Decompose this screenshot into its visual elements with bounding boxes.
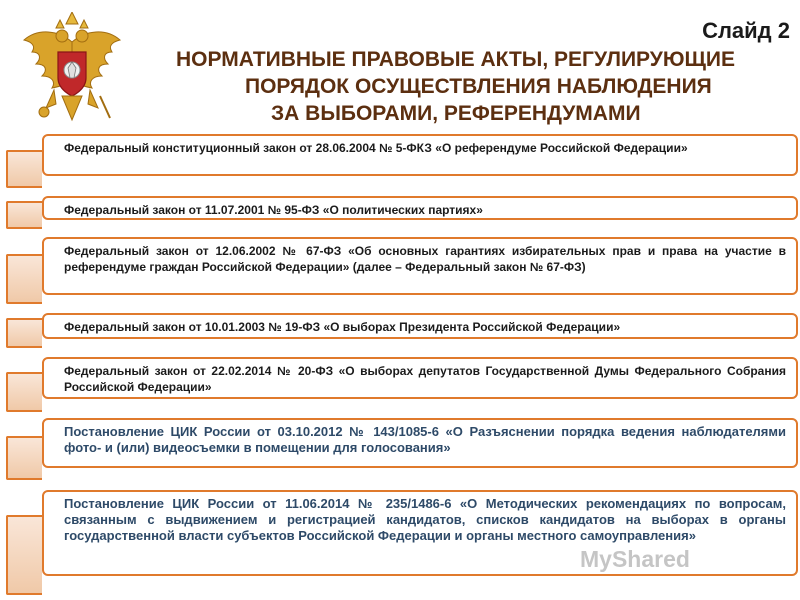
title-line-1: НОРМАТИВНЫЕ ПРАВОВЫЕ АКТЫ, РЕГУЛИРУЮЩИЕ — [176, 48, 735, 71]
resolution-item: Постановление ЦИК России от 11.06.2014 № 235/1486-6 «О Методических рекомендациях по вопросам, связанным с выдвижением и регистрацией кандидатов, списков кандидатов на выборах в органы государственной власти субъектов Российской Федерации и органы местного самоуправления» — [42, 490, 798, 576]
item-tab — [6, 318, 42, 348]
legal-act-item: Федеральный конституционный закон от 28.06.2004 № 5-ФКЗ «О референдуме Российской Федерации» — [42, 134, 798, 176]
slide-number: Слайд 2 — [702, 18, 790, 43]
watermark: MyShared — [580, 546, 690, 572]
legal-act-item: Федеральный закон от 12.06.2002 № 67-ФЗ «Об основных гарантиях избирательных прав и права на участие в референдуме граждан Российской Федерации» (далее – Федеральный закон № 67-ФЗ) — [42, 237, 798, 295]
resolution-item: Постановление ЦИК России от 03.10.2012 № 143/1085-6 «О Разъяснении порядка ведения наблюдателями фото- и (или) видеосъемки в помещении для голосования» — [42, 418, 798, 468]
item-tab — [6, 436, 42, 480]
item-tab — [6, 372, 42, 412]
coat-of-arms-icon — [18, 12, 126, 124]
item-tab — [6, 515, 42, 595]
legal-act-item: Федеральный закон от 22.02.2014 № 20-ФЗ «О выборах депутатов Государственной Думы Федерального Собрания Российской Федерации» — [42, 357, 798, 399]
item-tab — [6, 254, 42, 304]
item-tab — [6, 201, 42, 229]
legal-act-item: Федеральный закон от 10.01.2003 № 19-ФЗ «О выборах Президента Российской Федерации» — [42, 313, 798, 339]
title-line-3: ЗА ВЫБОРАМИ, РЕФЕРЕНДУМАМИ — [271, 102, 641, 125]
legal-act-item: Федеральный закон от 11.07.2001 № 95-ФЗ «О политических партиях» — [42, 196, 798, 220]
item-tab — [6, 150, 42, 188]
title-line-2: ПОРЯДОК ОСУЩЕСТВЛЕНИЯ НАБЛЮДЕНИЯ — [245, 75, 712, 98]
